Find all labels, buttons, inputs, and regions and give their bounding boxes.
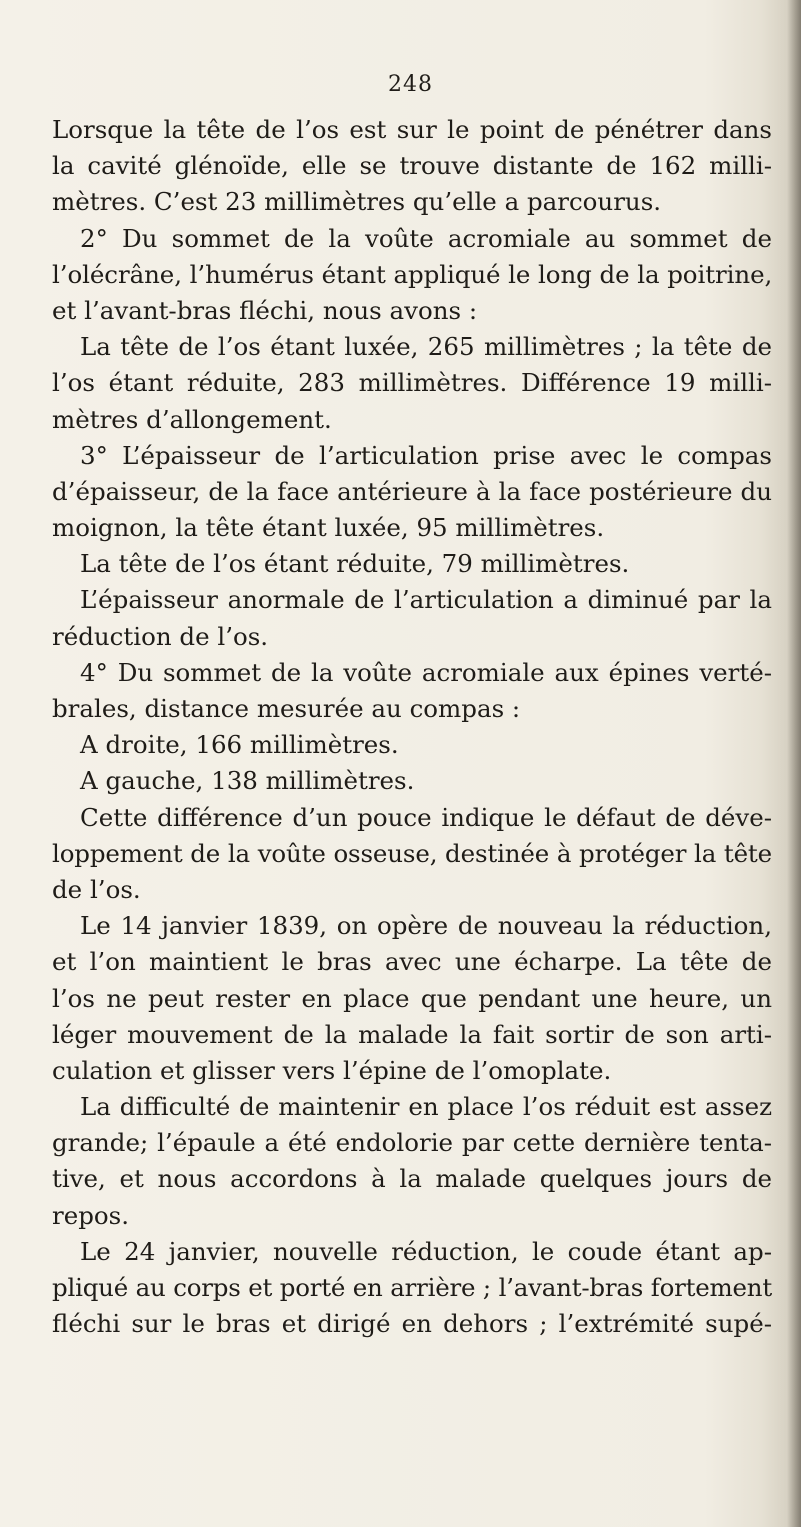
- text-line: mètres. C’est 23 millimètres qu’elle a parcourus.: [52, 187, 662, 217]
- text-line: et l’on maintient le bras avec une écharpe. La tête de: [52, 947, 772, 977]
- text-line: loppement de la voûte osseuse, destinée à protéger la tête: [52, 838, 772, 868]
- text-line: léger mouvement de la malade la fait sortir de son arti-: [52, 1019, 772, 1049]
- text-line: l’os ne peut rester en place que pendant une heure, un: [52, 983, 772, 1013]
- page-number: 248: [388, 72, 433, 97]
- text-line: pliqué au corps et porté en arrière ; l’avant-bras fortement: [52, 1273, 772, 1302]
- text-line: l’olécrâne, l’humérus étant appliqué le long de la poitrine,: [52, 259, 773, 289]
- text-line: tive, et nous accordons à la malade quelques jours de: [52, 1164, 772, 1194]
- text-line: A droite, 166 millimètres.: [80, 730, 399, 760]
- text-line: repos.: [52, 1200, 130, 1230]
- text-line: 3° L’épaisseur de l’articulation prise avec le compas: [80, 440, 772, 470]
- text-line: brales, distance mesurée au compas :: [52, 694, 521, 723]
- text-line: réduction de l’os.: [52, 621, 269, 651]
- text-line: Lorsque la tête de l’os est sur le point de pénétrer dans: [52, 115, 772, 144]
- text-line: l’os étant réduite, 283 millimètres. Différence 19 milli-: [52, 368, 772, 398]
- text-line: Cette différence d’un pouce indique le défaut de déve-: [80, 802, 772, 832]
- text-line: L’épaisseur anormale de l’articulation a diminué par la: [80, 585, 772, 615]
- text-line: Le 14 janvier 1839, on opère de nouveau la réduction,: [80, 911, 772, 941]
- text-line: et l’avant-bras fléchi, nous avons :: [52, 295, 478, 325]
- text-line: culation et glisser vers l’épine de l’omoplate.: [52, 1055, 612, 1085]
- text-line: La difficulté de maintenir en place l’os réduit est assez: [80, 1092, 772, 1122]
- text-line: A gauche, 138 millimètres.: [80, 766, 415, 796]
- text-line: Le 24 janvier, nouvelle réduction, le coude étant ap-: [80, 1236, 772, 1266]
- page-text: [52, 112, 772, 1342]
- text-line: d’épaisseur, de la face antérieure à la face postérieure du: [52, 476, 772, 506]
- text-line: la cavité glénoïde, elle se trouve distante de 162 milli-: [52, 151, 772, 181]
- text-line: grande; l’épaule a été endolorie par cette dernière tenta-: [52, 1128, 772, 1158]
- text-line: La tête de l’os étant réduite, 79 millimètres.: [80, 549, 630, 579]
- text-line: fléchi sur le bras et dirigé en dehors ; l’extrémité supé-: [52, 1309, 772, 1339]
- page-binding-shadow: [787, 0, 801, 1527]
- text-line: moignon, la tête étant luxée, 95 millimètres.: [52, 513, 605, 543]
- text-line: 2° Du sommet de la voûte acromiale au sommet de: [80, 223, 772, 253]
- text-line: 4° Du sommet de la voûte acromiale aux épines verté-: [80, 657, 772, 687]
- text-line: La tête de l’os étant luxée, 265 millimètres ; la tête de: [80, 332, 772, 362]
- text-line: mètres d’allongement.: [52, 404, 332, 434]
- text-line: de l’os.: [52, 874, 141, 904]
